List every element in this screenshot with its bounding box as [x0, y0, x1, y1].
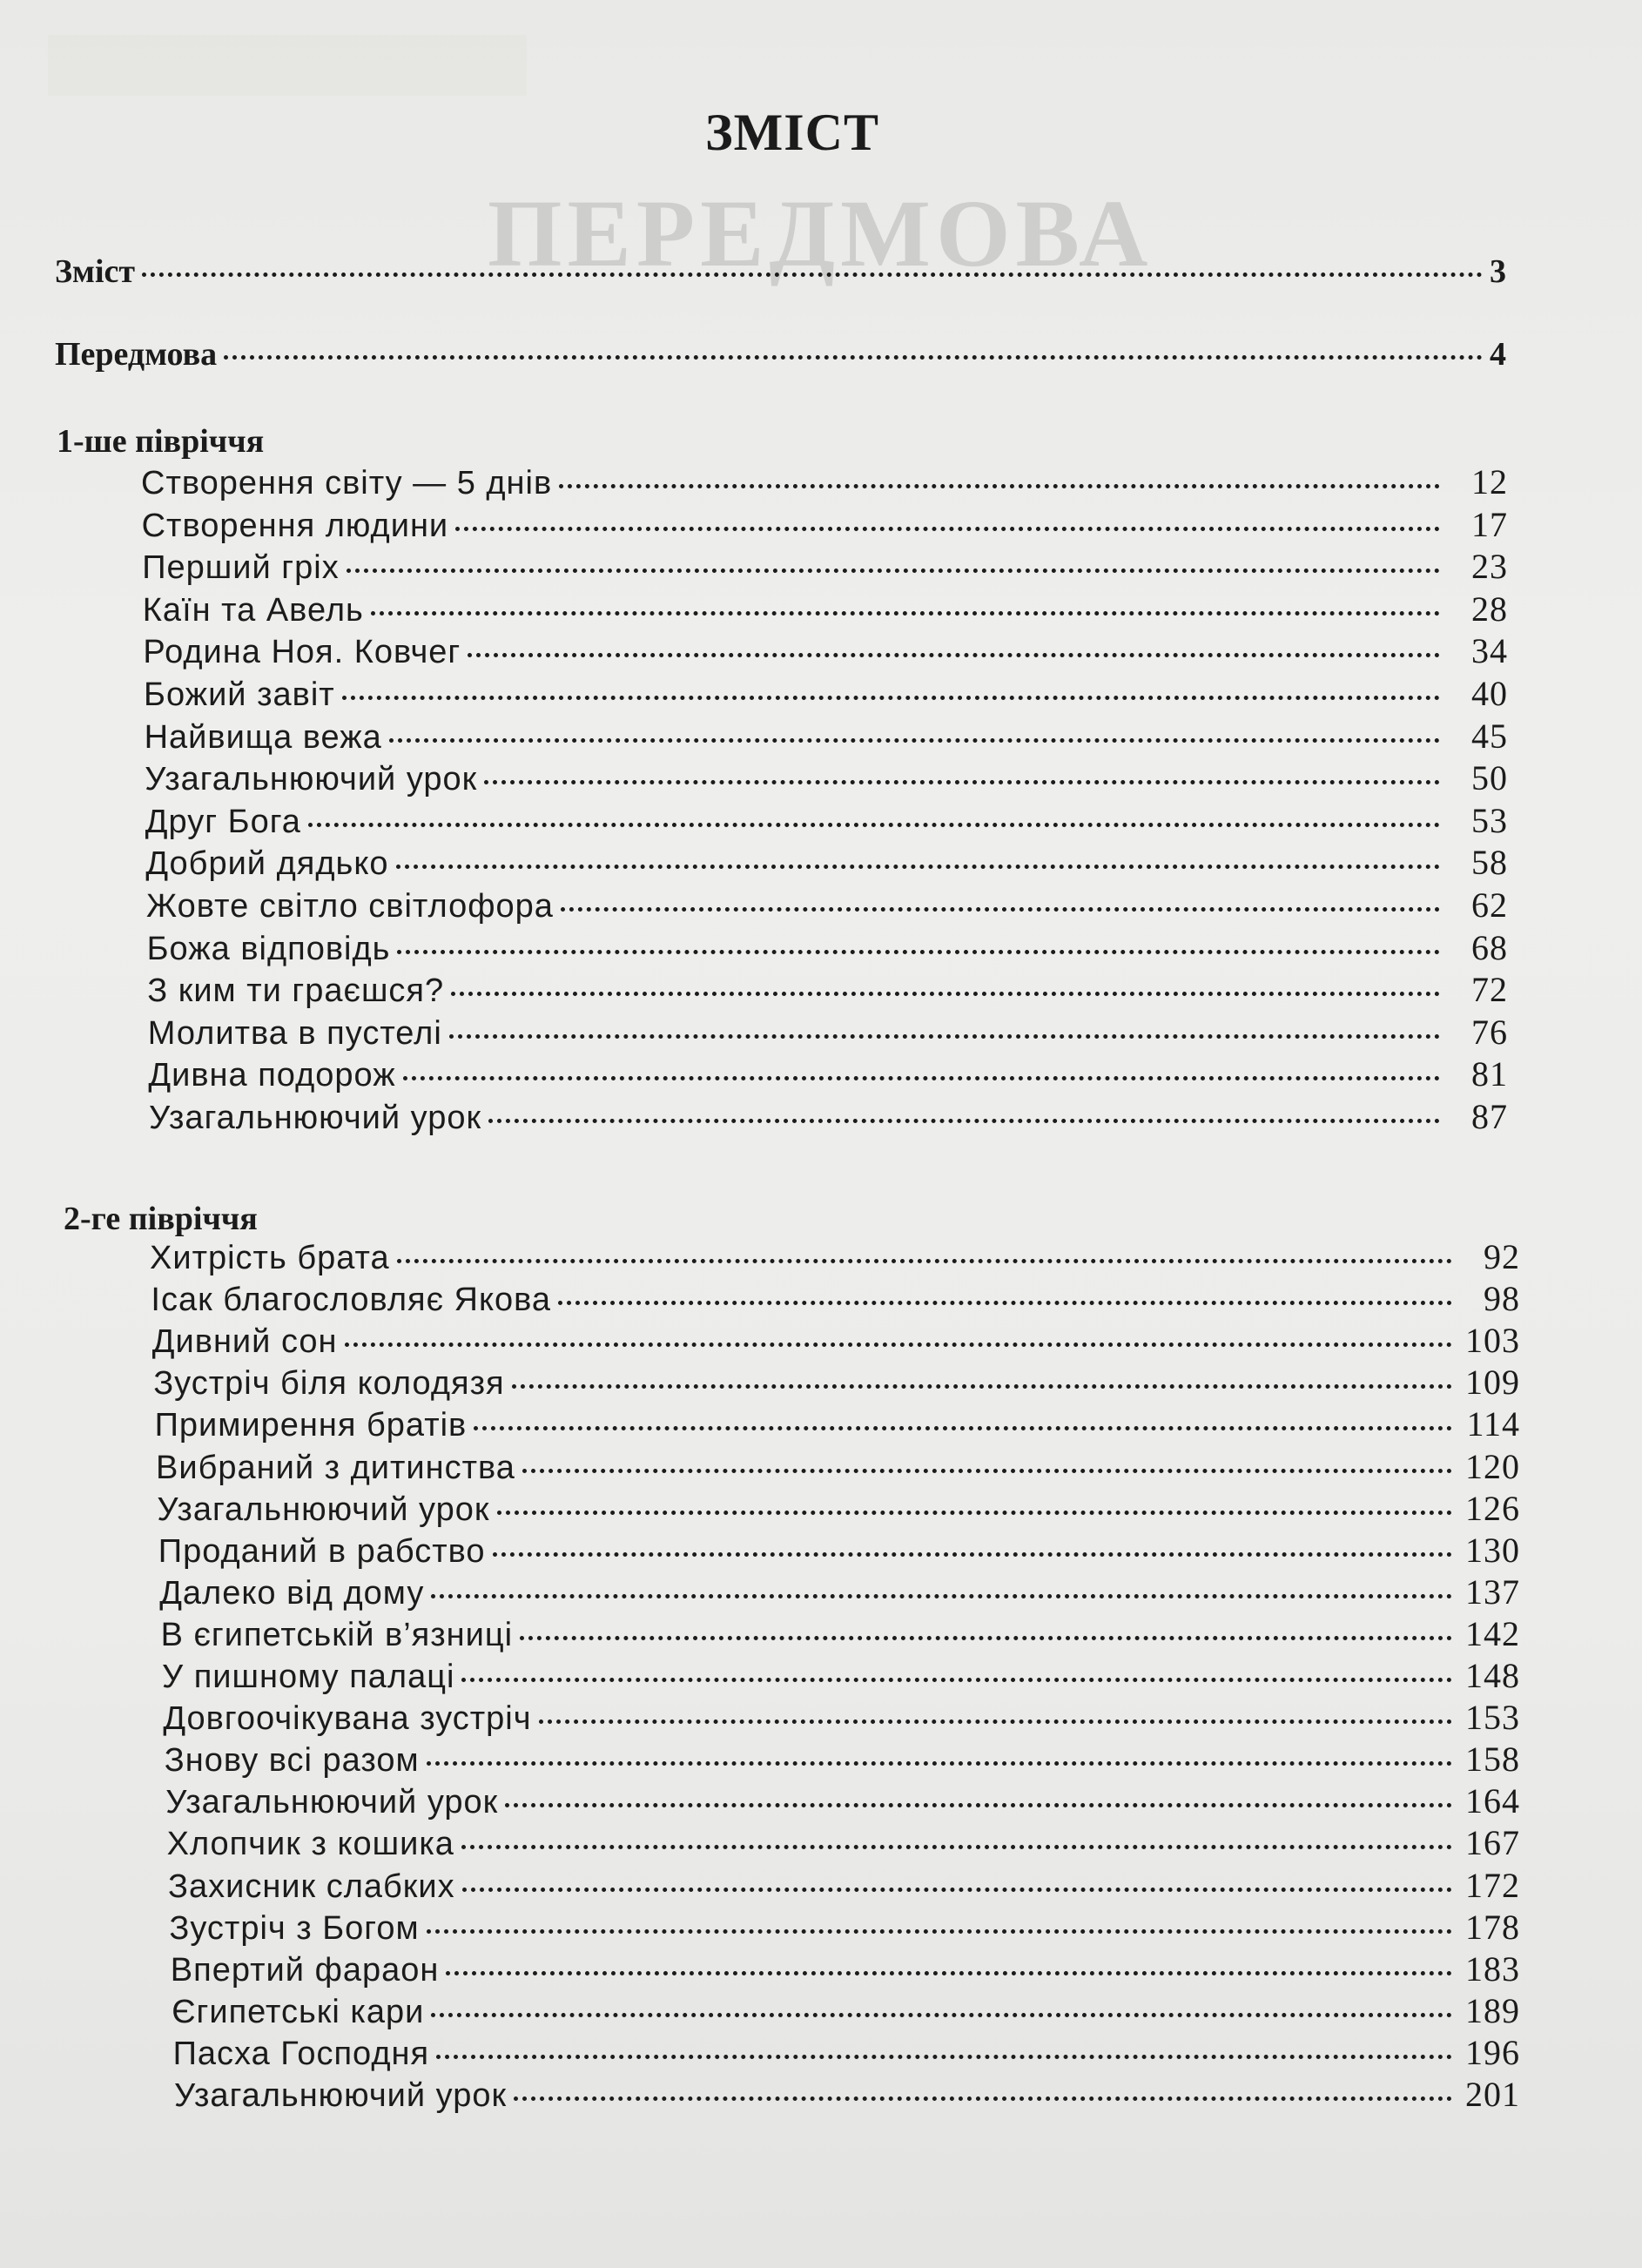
- toc-entry[interactable]: [149, 1096, 1508, 1137]
- toc-entry-page: 45: [1470, 716, 1508, 756]
- toc-entry-label: Жовте світло світлофора: [146, 888, 554, 925]
- toc-entry-label: Добрий дядько: [145, 845, 389, 883]
- toc-entry[interactable]: [147, 969, 1508, 1010]
- page-top-shadow: [48, 35, 527, 96]
- toc-entry-label: Дивна подорож: [148, 1057, 396, 1094]
- toc-entry[interactable]: [173, 2032, 1520, 2073]
- dot-leader: [484, 780, 1440, 784]
- dot-leader: [539, 1720, 1452, 1724]
- toc-entry-page: 12: [1471, 462, 1508, 501]
- toc-entry-page: 183: [1464, 1948, 1520, 1989]
- toc-entry[interactable]: [167, 1822, 1520, 1863]
- toc-entry[interactable]: [147, 927, 1508, 968]
- toc-entry-page: 201: [1465, 2075, 1520, 2114]
- toc-entry-page: 142: [1464, 1613, 1520, 1653]
- toc-entry[interactable]: [150, 1236, 1520, 1277]
- toc-entry-label: Узагальнюючий урок: [149, 1100, 482, 1136]
- toc-entry-page: 68: [1470, 927, 1508, 967]
- toc-entry-label: Ісак благословляє Якова: [151, 1282, 552, 1319]
- toc-entry[interactable]: [174, 2074, 1520, 2115]
- toc-entry[interactable]: [145, 842, 1508, 883]
- toc-entry-label: Божа відповідь: [146, 930, 391, 967]
- toc-entry[interactable]: [145, 800, 1508, 841]
- toc-entry[interactable]: [148, 1053, 1508, 1094]
- toc-entry-page: 40: [1471, 674, 1508, 713]
- toc-entry[interactable]: [151, 1278, 1520, 1319]
- dot-leader: [371, 611, 1440, 616]
- toc-entry-page: 196: [1464, 2032, 1520, 2072]
- toc-entry[interactable]: [165, 1739, 1520, 1780]
- dot-leader: [347, 569, 1440, 573]
- dot-leader: [468, 653, 1440, 657]
- toc-entry-contents[interactable]: [55, 252, 1506, 291]
- toc-entry-page: 81: [1470, 1054, 1508, 1094]
- toc-entry-label: Вибраний з дитинства: [156, 1449, 515, 1486]
- toc-entry[interactable]: [155, 1403, 1520, 1444]
- toc-entry-label: Узагальнюючий урок: [157, 1491, 490, 1528]
- toc-entry-page: 130: [1464, 1530, 1520, 1570]
- toc-entry[interactable]: [172, 1990, 1520, 2031]
- dot-leader: [308, 823, 1440, 827]
- toc-entry-page: 23: [1470, 547, 1508, 587]
- toc-entry-label: З ким ти граєшся?: [147, 972, 445, 1010]
- toc-entry-label: Перший гріх: [142, 549, 340, 587]
- dot-leader: [462, 1888, 1452, 1892]
- toc-entry-label: Божий завіт: [144, 676, 335, 713]
- toc-entry[interactable]: [141, 461, 1508, 502]
- toc-entry-page: 109: [1464, 1363, 1520, 1403]
- toc-entry-label: Друг Бога: [145, 803, 301, 840]
- toc-entry[interactable]: [161, 1613, 1520, 1654]
- dot-leader: [488, 1119, 1440, 1123]
- toc-entry-page: 28: [1470, 589, 1508, 629]
- toc-entry-page: 137: [1464, 1571, 1520, 1612]
- toc-entry[interactable]: [143, 630, 1508, 671]
- dot-leader: [446, 1971, 1452, 1975]
- dot-leader: [559, 484, 1440, 488]
- toc-entry-page: 148: [1465, 1656, 1520, 1695]
- dot-leader: [474, 1426, 1452, 1430]
- toc-entry-page: 3: [1490, 253, 1506, 290]
- toc-entry-label: Пасха Господня: [172, 2035, 430, 2072]
- toc-entry-label: Зміст: [55, 253, 136, 290]
- toc-entry-label: Узагальнюючий урок: [165, 1784, 499, 1821]
- dot-leader: [520, 1636, 1452, 1640]
- toc-entry-page: 58: [1470, 843, 1508, 883]
- dot-leader: [142, 273, 1483, 277]
- toc-entry[interactable]: [145, 716, 1508, 757]
- toc-entry-label: Створення світу ― 5 днів: [141, 465, 553, 501]
- section-heading-first-half: 1-ше півріччя: [57, 423, 265, 460]
- dot-leader: [397, 1259, 1452, 1263]
- toc-entry-label: Довгоочікувана зустріч: [163, 1700, 532, 1738]
- section-heading-second-half: 2-ге півріччя: [64, 1201, 258, 1237]
- toc-entry-page: 4: [1490, 336, 1506, 373]
- toc-entry-label: Хлопчик з кошика: [166, 1826, 454, 1863]
- toc-entry-page: 103: [1464, 1321, 1520, 1361]
- toc-entry-page: 164: [1464, 1781, 1520, 1821]
- dot-leader: [455, 527, 1440, 531]
- toc-entry-label: Далеко від дому: [159, 1574, 425, 1612]
- dot-leader: [512, 1384, 1452, 1389]
- toc-entry[interactable]: [148, 1012, 1508, 1053]
- toc-entry-label: Узагальнюючий урок: [145, 761, 478, 798]
- toc-entry[interactable]: [163, 1697, 1520, 1738]
- dot-leader: [558, 1301, 1452, 1305]
- toc-entry-label: Каїн та Авель: [142, 591, 364, 629]
- toc-entry[interactable]: [156, 1446, 1520, 1487]
- toc-entry[interactable]: [152, 1320, 1520, 1361]
- toc-entry-page: 62: [1471, 885, 1508, 925]
- toc-entry-page: 126: [1464, 1488, 1520, 1528]
- toc-entry-label: Проданий в рабство: [158, 1532, 486, 1570]
- toc-entry[interactable]: [165, 1780, 1520, 1821]
- dot-leader: [461, 1678, 1452, 1682]
- toc-entry-label: Знову всі разом: [164, 1742, 420, 1780]
- toc-entry[interactable]: [142, 504, 1508, 545]
- toc-entry-label: Примирення братів: [154, 1407, 468, 1444]
- toc-entry-page: 53: [1470, 800, 1508, 840]
- dot-leader: [342, 696, 1440, 700]
- toc-entry-page: 178: [1464, 1907, 1520, 1947]
- toc-entry-label: Зустріч біля колодязя: [153, 1365, 505, 1403]
- dot-leader: [514, 2096, 1452, 2101]
- toc-entry-page: 167: [1464, 1823, 1520, 1863]
- toc-entry-label: Впертий фараон: [170, 1951, 440, 1989]
- toc-entry-page: 98: [1483, 1279, 1520, 1319]
- dot-leader: [449, 1034, 1440, 1039]
- toc-entry-label: В єгипетській в’язниці: [160, 1616, 514, 1653]
- toc-entry-label: Зустріч з Богом: [169, 1909, 420, 1947]
- toc-entry-label: Узагальнюючий урок: [174, 2077, 508, 2114]
- toc-entry[interactable]: [169, 1907, 1520, 1948]
- toc-entry-label: Дивний сон: [151, 1323, 338, 1361]
- dot-leader: [427, 1761, 1452, 1766]
- toc-entry-page: 114: [1466, 1404, 1520, 1444]
- toc-entry-page: 76: [1470, 1012, 1508, 1052]
- dot-leader: [436, 2055, 1452, 2059]
- toc-entry-page: 87: [1471, 1097, 1508, 1136]
- toc-entry-page: 158: [1464, 1740, 1520, 1780]
- toc-entry-label: Родина Ноя. Ковчег: [143, 634, 461, 671]
- toc-entry[interactable]: [146, 885, 1508, 925]
- dot-leader: [497, 1511, 1452, 1515]
- toc-entry-preface[interactable]: [55, 335, 1506, 374]
- toc-entry[interactable]: [171, 1948, 1520, 1989]
- toc-entry[interactable]: [143, 589, 1508, 629]
- toc-entry[interactable]: [158, 1530, 1520, 1571]
- toc-entry[interactable]: [168, 1865, 1520, 1906]
- dot-leader: [345, 1343, 1452, 1347]
- toc-entry-page: 92: [1484, 1237, 1520, 1276]
- toc-entry-page: 17: [1470, 504, 1508, 544]
- dot-leader: [403, 1076, 1440, 1080]
- show-through-heading: ПЕРЕДМОВА: [488, 180, 1154, 286]
- toc-entry-label: Хитрість брата: [150, 1240, 390, 1276]
- dot-leader: [493, 1552, 1452, 1557]
- dot-leader: [431, 2013, 1452, 2017]
- toc-entry-page: 72: [1470, 970, 1508, 1010]
- dot-leader: [505, 1803, 1452, 1807]
- dot-leader: [522, 1469, 1452, 1473]
- toc-entry-label: Молитва в пустелі: [147, 1014, 442, 1052]
- dot-leader: [427, 1929, 1452, 1934]
- dot-leader: [397, 950, 1440, 954]
- toc-entry-page: 153: [1464, 1698, 1520, 1738]
- toc-entry[interactable]: [145, 757, 1508, 798]
- toc-entry-page: 120: [1465, 1446, 1520, 1486]
- toc-entry-page: 189: [1464, 1990, 1520, 2030]
- dot-leader: [561, 907, 1440, 912]
- toc-entry[interactable]: [162, 1655, 1520, 1696]
- dot-leader: [461, 1845, 1452, 1849]
- toc-entry-label: Найвища вежа: [144, 718, 382, 756]
- dot-leader: [224, 355, 1483, 360]
- toc-entry-label: У пишному палаці: [162, 1659, 455, 1695]
- toc-entry[interactable]: [157, 1488, 1520, 1529]
- toc-entry-label: Захисник слабких: [168, 1868, 455, 1905]
- toc-entry-page: 50: [1470, 758, 1508, 798]
- toc-entry[interactable]: [159, 1571, 1520, 1612]
- toc-entry-label: Єгипетські кари: [172, 1993, 425, 2030]
- toc-entry-label: Передмова: [55, 336, 218, 373]
- toc-entry[interactable]: [144, 673, 1508, 714]
- toc-entry[interactable]: [142, 546, 1508, 587]
- dot-leader: [389, 738, 1440, 743]
- toc-entry[interactable]: [153, 1362, 1520, 1403]
- toc-entry-label: Створення людини: [141, 507, 449, 544]
- dot-leader: [451, 992, 1440, 996]
- dot-leader: [431, 1594, 1452, 1598]
- dot-leader: [396, 865, 1440, 869]
- page-title: ЗМІСТ: [705, 104, 879, 161]
- toc-entry-page: 172: [1465, 1865, 1520, 1905]
- toc-entry-page: 34: [1470, 631, 1508, 671]
